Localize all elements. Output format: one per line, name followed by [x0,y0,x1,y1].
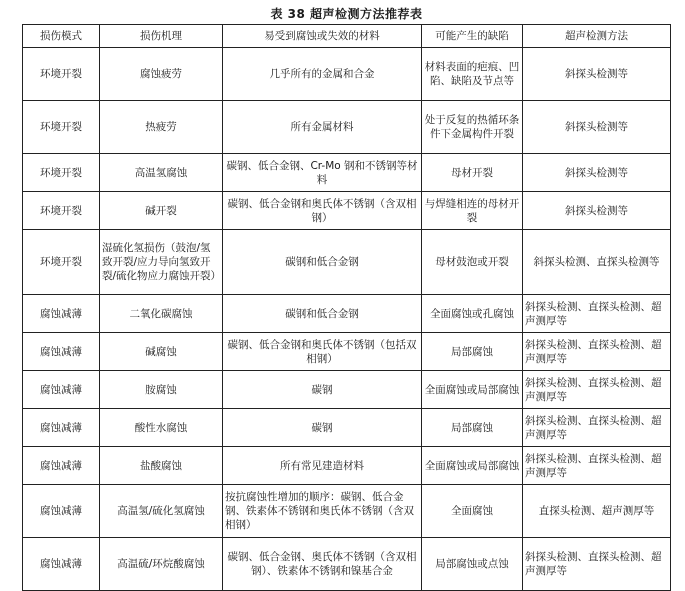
cell-damage-mode: 腐蚀减薄 [23,295,100,333]
cell-damage-mechanism: 腐蚀疲劳 [100,48,223,101]
cell-defects: 局部腐蚀 [422,409,523,447]
cell-defects: 处于反复的热循环条件下金属构件开裂 [422,101,523,154]
cell-defects: 全面腐蚀 [422,485,523,538]
cell-damage-mode: 腐蚀减薄 [23,485,100,538]
cell-ut-method: 斜探头检测、直探头检测等 [523,230,671,295]
header-row [23,25,671,48]
cell-defects: 全面腐蚀或局部腐蚀 [422,371,523,409]
cell-ut-method: 斜探头检测、直探头检测、超声测厚等 [523,538,671,591]
header-susceptible-materials: 易受到腐蚀或失效的材料 [223,25,422,48]
cell-ut-method: 斜探头检测等 [523,48,671,101]
table-row [23,154,671,192]
cell-materials: 碳钢、低合金钢、Cr-Mo 钢和不锈钢等材料 [223,154,422,192]
table-row [23,409,671,447]
cell-defects: 全面腐蚀或孔腐蚀 [422,295,523,333]
cell-ut-method: 斜探头检测、直探头检测、超声测厚等 [523,409,671,447]
cell-materials: 碳钢、低合金钢、奥氏体不锈钢（含双相钢）、铁素体不锈钢和镍基合金 [223,538,422,591]
header-damage-mechanism: 损伤机理 [100,25,223,48]
cell-materials: 碳钢、低合金钢和奥氏体不锈钢（含双相钢） [223,192,422,230]
cell-damage-mechanism: 碱腐蚀 [100,333,223,371]
cell-damage-mode: 环境开裂 [23,154,100,192]
cell-materials: 碳钢 [223,409,422,447]
table-row [23,192,671,230]
cell-damage-mode: 环境开裂 [23,192,100,230]
cell-ut-method: 斜探头检测、直探头检测、超声测厚等 [523,447,671,485]
cell-damage-mode: 环境开裂 [23,48,100,101]
cell-defects: 局部腐蚀 [422,333,523,371]
cell-defects: 母材鼓泡或开裂 [422,230,523,295]
cell-ut-method: 斜探头检测等 [523,101,671,154]
table-row [23,371,671,409]
cell-damage-mechanism: 湿硫化氢损伤（鼓泡/氢致开裂/应力导向氢致开裂/硫化物应力腐蚀开裂） [100,230,223,295]
cell-defects: 材料表面的疤痕、凹陷、缺陷及节点等 [422,48,523,101]
table-row [23,101,671,154]
table-row [23,447,671,485]
cell-damage-mode: 腐蚀减薄 [23,333,100,371]
header-damage-mode: 损伤模式 [23,25,100,48]
cell-materials: 碳钢、低合金钢和奥氏体不锈钢（包括双相钢） [223,333,422,371]
table-title: 表 38 超声检测方法推荐表 [270,7,423,21]
cell-damage-mode: 腐蚀减薄 [23,409,100,447]
cell-damage-mode: 环境开裂 [23,230,100,295]
table-row [23,48,671,101]
cell-ut-method: 斜探头检测、直探头检测、超声测厚等 [523,371,671,409]
cell-damage-mode: 腐蚀减薄 [23,447,100,485]
cell-materials: 几乎所有的金属和合金 [223,48,422,101]
cell-ut-method: 直探头检测、超声测厚等 [523,485,671,538]
cell-damage-mechanism: 盐酸腐蚀 [100,447,223,485]
cell-damage-mode: 腐蚀减薄 [23,371,100,409]
cell-damage-mode: 环境开裂 [23,101,100,154]
cell-damage-mechanism: 碱开裂 [100,192,223,230]
cell-materials: 按抗腐蚀性增加的顺序：碳钢、低合金钢、铁素体不锈钢和奥氏体不锈钢（含双相钢） [223,485,422,538]
header-possible-defects: 可能产生的缺陷 [422,25,523,48]
table-row [23,333,671,371]
cell-damage-mechanism: 二氧化碳腐蚀 [100,295,223,333]
table-row [23,295,671,333]
cell-damage-mode: 腐蚀减薄 [23,538,100,591]
cell-ut-method: 斜探头检测等 [523,154,671,192]
cell-materials: 碳钢和低合金钢 [223,295,422,333]
table-row [23,230,671,295]
cell-damage-mechanism: 高温氢/硫化氢腐蚀 [100,485,223,538]
cell-damage-mechanism: 热疲劳 [100,101,223,154]
cell-damage-mechanism: 胺腐蚀 [100,371,223,409]
cell-materials: 所有金属材料 [223,101,422,154]
cell-damage-mechanism: 高温氢腐蚀 [100,154,223,192]
cell-damage-mechanism: 酸性水腐蚀 [100,409,223,447]
cell-ut-method: 斜探头检测等 [523,192,671,230]
cell-materials: 所有常见建造材料 [223,447,422,485]
cell-defects: 全面腐蚀或局部腐蚀 [422,447,523,485]
cell-damage-mechanism: 高温硫/环烷酸腐蚀 [100,538,223,591]
cell-materials: 碳钢和低合金钢 [223,230,422,295]
cell-ut-method: 斜探头检测、直探头检测、超声测厚等 [523,295,671,333]
header-ut-method: 超声检测方法 [523,25,671,48]
cell-defects: 母材开裂 [422,154,523,192]
ultrasonic-method-table [22,24,671,591]
cell-defects: 与焊缝相连的母材开裂 [422,192,523,230]
cell-materials: 碳钢 [223,371,422,409]
table-row [23,485,671,538]
cell-defects: 局部腐蚀或点蚀 [422,538,523,591]
table-row [23,538,671,591]
cell-ut-method: 斜探头检测、直探头检测、超声测厚等 [523,333,671,371]
